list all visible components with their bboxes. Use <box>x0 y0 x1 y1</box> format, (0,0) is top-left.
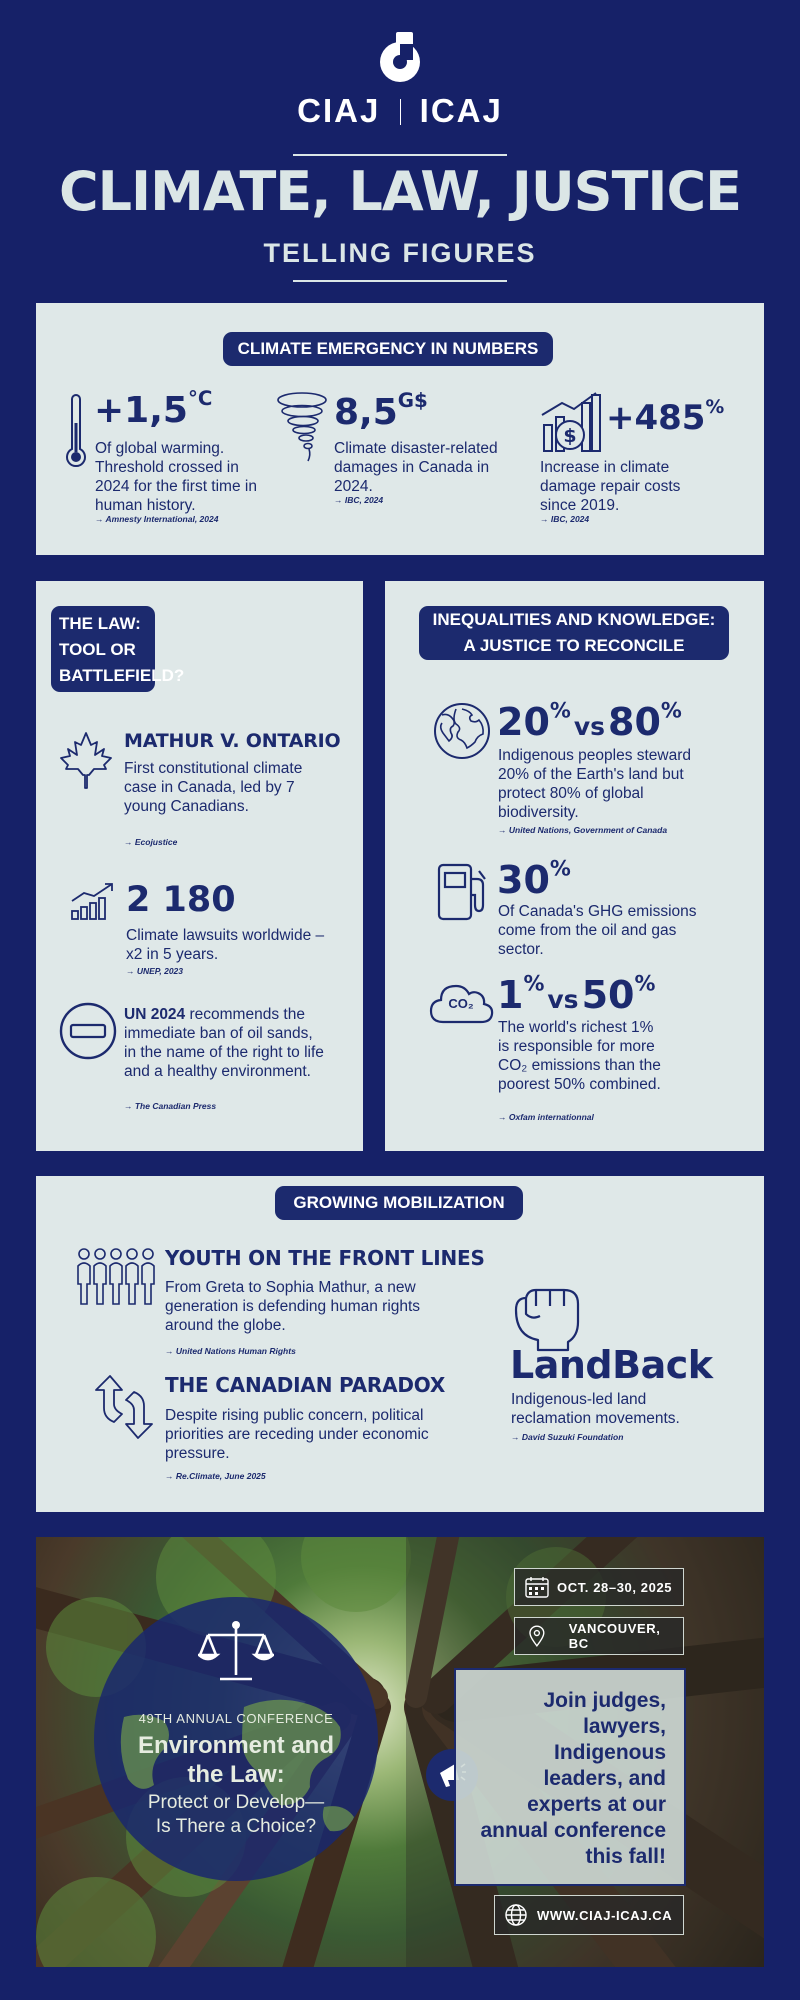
location-pin-icon <box>529 1625 545 1647</box>
logo-icaj: ICAJ <box>419 92 503 129</box>
svg-text:$: $ <box>563 425 577 447</box>
law-pill <box>51 606 185 692</box>
conference-date: OCT. 28–30, 2025 <box>557 1579 673 1595</box>
invite-line-6: annual conference <box>480 1819 666 1842</box>
no-entry-icon <box>58 1001 118 1061</box>
inequalities-pill-line-2: A JUSTICE TO RECONCILE <box>463 636 685 655</box>
conference-location: VANCOUVER, BC <box>568 1621 661 1651</box>
emergency-stat-1-text: Of global warming. Threshold crossed in 2024 for the first time in human history. <box>95 440 257 514</box>
co2-icon-label: CO₂ <box>448 996 474 1011</box>
landback-source: → David Suzuki Foundation <box>511 1432 624 1442</box>
law-pill-line-2: TOOL OR <box>59 640 136 659</box>
mobilization-pill: GROWING MOBILIZATION <box>275 1186 523 1220</box>
invite-line-4: leaders, and <box>543 1767 666 1790</box>
invite-line-7: this fall! <box>585 1845 666 1868</box>
law-item-3-text: UN 2024 recommends the immediate ban of oil sands, in the name of the right to life and a healthy environment. <box>124 1006 324 1080</box>
inequalities-pill-line-1: INEQUALITIES AND KNOWLEDGE: <box>432 610 716 629</box>
law-panel <box>36 581 363 1151</box>
conference-subtitle-line-1: Protect or Develop— <box>147 1792 325 1813</box>
ciaj-logo-icon <box>370 30 430 86</box>
page-subtitle: TELLING FIGURES <box>263 238 537 268</box>
money-growth-icon <box>540 391 602 455</box>
fuel-pump-icon <box>435 861 491 923</box>
emergency-stat-3-text: Increase in climate damage repair costs since 2019. <box>540 459 681 514</box>
paradox-source: → Re.Climate, June 2025 <box>165 1471 266 1481</box>
opposing-arrows-icon <box>92 1374 156 1440</box>
youth-title: YOUTH ON THE FRONT LINES <box>165 1246 485 1270</box>
conference-globe <box>94 1597 378 1881</box>
inequalities-pill <box>419 606 729 660</box>
tornado-icon <box>276 391 328 463</box>
globe-icon <box>432 701 492 761</box>
conference-banner <box>36 1537 764 1967</box>
emergency-stat-1-value: $+1,5^{^\circ C}$ <box>94 387 213 431</box>
website-link[interactable] <box>494 1895 684 1935</box>
location-tag <box>514 1617 684 1655</box>
invite-line-5: experts at our <box>527 1793 666 1816</box>
emergency-stat-2-source: → IBC, 2024 <box>334 495 384 505</box>
page-title: CLIMATE, LAW, JUSTICE <box>58 160 742 223</box>
invite-line-3: Indigenous <box>554 1741 666 1764</box>
header-rule-bottom <box>293 280 507 282</box>
youth-group-icon <box>76 1246 156 1308</box>
emergency-stat-1-source: → Amnesty International, 2024 <box>95 514 219 524</box>
date-tag <box>514 1568 684 1606</box>
header-rule-top <box>293 154 507 156</box>
landback-title: LandBack <box>510 1343 713 1387</box>
ineq-item-3-text: The world's richest 1% is responsible for more CO₂ emissions than the poorest 50% combined. <box>498 1019 661 1093</box>
inequalities-panel <box>385 581 764 1151</box>
conference-title-line-1: Environment and <box>137 1732 335 1759</box>
invite-line-1: Join judges, <box>543 1689 666 1712</box>
ineq-item-2-text: Of Canada's GHG emissions come from the oil and gas sector. <box>498 903 697 958</box>
globe-web-icon <box>505 1904 527 1926</box>
conference-title-line-2: the Law: <box>187 1761 285 1788</box>
thermometer-icon <box>64 393 88 473</box>
scales-of-justice-icon <box>198 1619 274 1683</box>
conference-title <box>94 1731 378 1789</box>
law-item-1-title: MATHUR V. ONTARIO <box>124 730 341 752</box>
logo-ciaj: CIAJ <box>297 92 381 129</box>
law-item-1-text: First constitutional climate case in Canada, led by 7 young Canadians. <box>124 760 303 815</box>
logo-wordmark <box>0 92 800 130</box>
growth-chart-icon <box>70 881 118 921</box>
law-item-3-bold: UN 2024 <box>124 1006 186 1023</box>
maple-leaf-icon <box>58 731 114 789</box>
conference-website: WWW.CIAJ-ICAJ.CA <box>537 1907 673 1923</box>
calendar-icon <box>525 1576 549 1598</box>
logo-divider <box>400 99 401 125</box>
law-item-2-source: → UNEP, 2023 <box>126 966 184 976</box>
emergency-stat-2-text: Climate disaster-related damages in Canada in 2024. <box>334 440 498 495</box>
paradox-text: Despite rising public concern, political priorities are receding under economic pressure. <box>165 1407 429 1462</box>
invite-line-2: lawyers, <box>583 1715 666 1738</box>
conference-subtitle <box>94 1791 378 1839</box>
ineq-item-3-source: → Oxfam internationnal <box>498 1112 594 1122</box>
law-pill-line-3: BATTLEFIELD? <box>59 666 185 685</box>
emergency-stat-3-value: +485% <box>606 397 725 438</box>
conference-subtitle-line-2: Is There a Choice? <box>155 1816 317 1837</box>
paradox-title: THE CANADIAN PARADOX <box>165 1373 446 1397</box>
emergency-panel <box>36 303 764 555</box>
ineq-item-1-text: Indigenous peoples steward 20% of the Earth's land but protect 80% of global biodiversity. <box>498 747 692 821</box>
emergency-pill: CLIMATE EMERGENCY IN NUMBERS <box>223 332 553 366</box>
youth-source: → United Nations Human Rights <box>165 1346 296 1356</box>
emergency-stat-3-source: → IBC, 2024 <box>540 514 590 524</box>
landback-text: Indigenous-led land reclamation movements. <box>511 1391 680 1427</box>
ineq-item-1-value: 20%vs80% <box>497 698 682 744</box>
law-item-3-source: → The Canadian Press <box>124 1101 217 1111</box>
law-item-1-source: → Ecojustice <box>124 837 178 847</box>
ineq-item-3-value: 1%vs50% <box>497 971 656 1017</box>
ineq-item-2-value: 30% <box>497 856 571 902</box>
mobilization-panel <box>36 1176 764 1512</box>
ineq-item-1-source: → United Nations, Government of Canada <box>498 825 668 835</box>
law-item-2-text: Climate lawsuits worldwide – x2 in 5 years. <box>126 927 325 963</box>
conference-edition: 49TH ANNUAL CONFERENCE <box>138 1711 334 1726</box>
law-pill-line-1: THE LAW: <box>59 614 141 633</box>
youth-text: From Greta to Sophia Mathur, a new generation is defending human rights around the globe. <box>165 1279 421 1334</box>
invite-box <box>454 1668 686 1886</box>
emergency-stat-2-value: $8,5^{G\$}$ <box>334 389 428 433</box>
co2-cloud-icon <box>427 974 495 1032</box>
law-item-2-title: 2 180 <box>126 880 236 920</box>
